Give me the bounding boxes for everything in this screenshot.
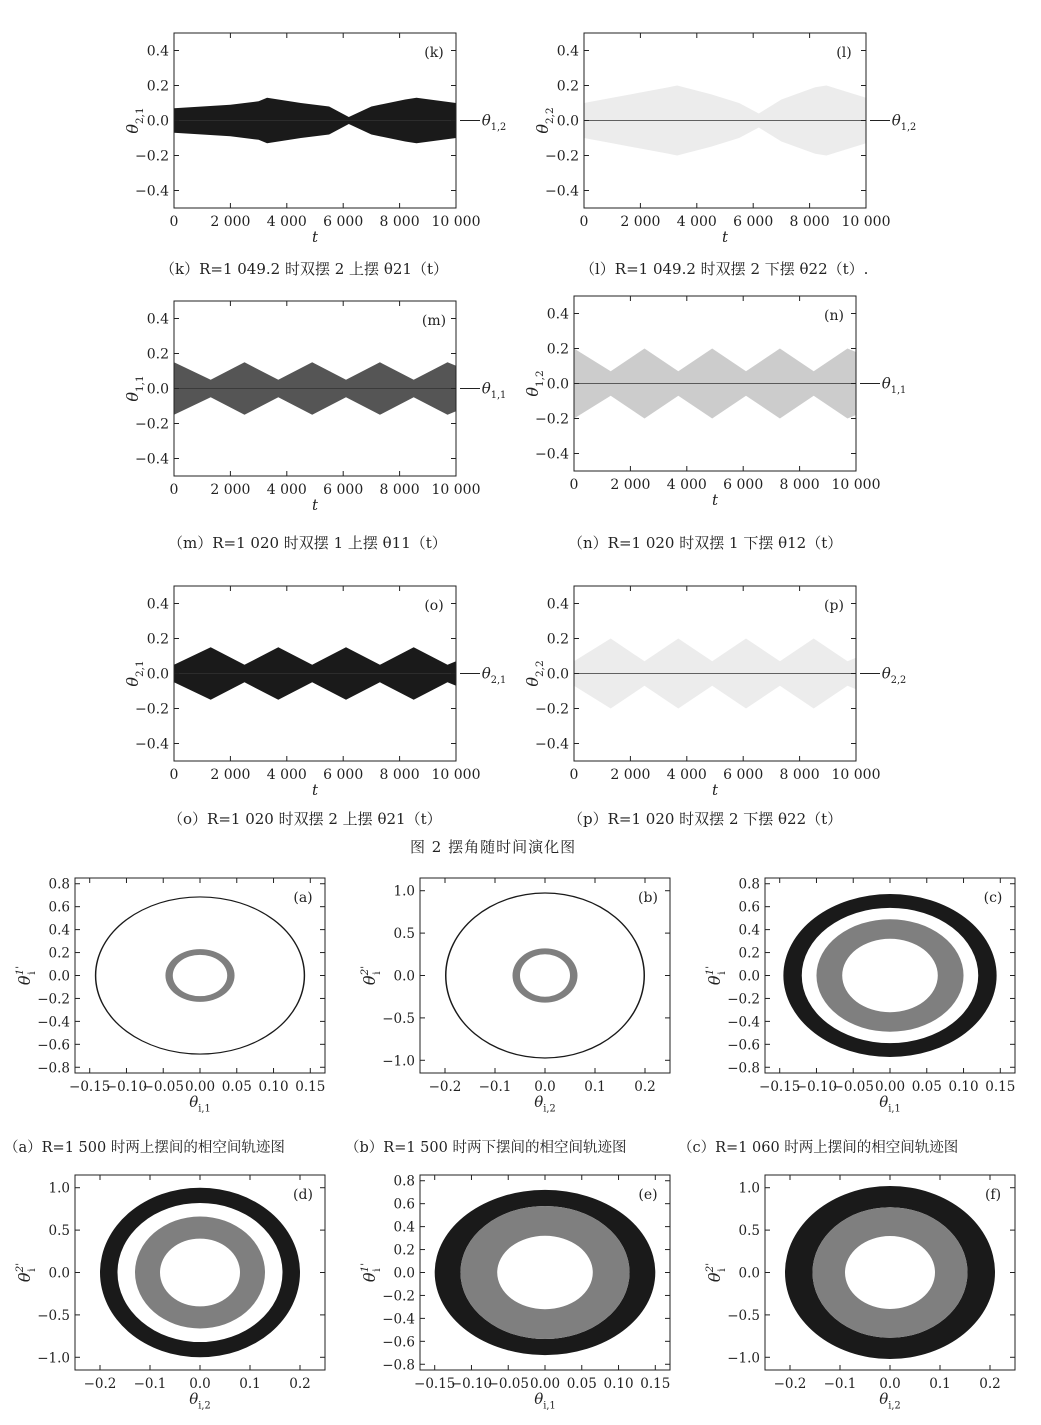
- x-tick-label: 0.05: [566, 1376, 597, 1392]
- phase-panel-a: [0, 868, 340, 1128]
- x-tick-label: 8 000: [789, 214, 830, 230]
- y-tick-label: 0.0: [738, 968, 760, 985]
- legend-label: $\theta_{1,1}$: [481, 379, 507, 401]
- x-tick-label: 0.1: [584, 1079, 606, 1095]
- panel-letter: (o): [424, 598, 444, 614]
- y-axis-label: $\theta^{2'}i$: [358, 965, 383, 986]
- x-axis-label: t: [311, 781, 319, 799]
- x-tick-label: 0: [169, 214, 179, 230]
- x-tick-label: 0.1: [239, 1376, 261, 1392]
- x-tick-label: 4 000: [266, 767, 307, 783]
- trajectory-ring: [135, 1217, 265, 1329]
- trajectory-ring: [813, 1207, 968, 1338]
- y-tick-label: 0.8: [48, 876, 70, 893]
- y-tick-label: −0.2: [135, 148, 169, 165]
- y-tick-label: −0.8: [727, 1060, 760, 1077]
- x-tick-label: −0.10: [450, 1376, 493, 1392]
- panel-letter: (n): [824, 308, 844, 324]
- y-axis-label: $\theta^{1'}i$: [703, 965, 728, 986]
- y-tick-label: −1.0: [727, 1350, 760, 1367]
- x-tick-label: −0.1: [133, 1376, 167, 1392]
- y-tick-label: 0.2: [556, 78, 579, 95]
- y-tick-label: −0.8: [37, 1060, 70, 1077]
- x-tick-label: 2 000: [210, 482, 251, 498]
- x-tick-label: 10 000: [841, 214, 891, 230]
- y-tick-label: 0.4: [146, 43, 169, 60]
- y-tick-label: 0.0: [146, 113, 169, 130]
- y-axis-label: $\theta_{2,2}$: [523, 660, 546, 687]
- legend-label: $\theta_{1,2}$: [891, 111, 917, 133]
- y-tick-label: 0.0: [146, 381, 169, 398]
- y-tick-label: 0.0: [48, 968, 70, 985]
- y-tick-label: 0.6: [393, 1196, 415, 1213]
- panel-letter: (b): [638, 890, 658, 906]
- y-tick-label: 0.5: [48, 1223, 70, 1240]
- y-tick-label: 0.4: [546, 306, 569, 323]
- time-panel-k: [110, 25, 530, 250]
- x-tick-label: 2 000: [210, 767, 251, 783]
- y-tick-label: 0.4: [146, 311, 169, 328]
- caption-m: （m）R=1 020 时双摆 1 上摆 θ11（t）: [168, 534, 447, 552]
- x-tick-label: −0.2: [428, 1079, 462, 1095]
- x-tick-label: 0: [579, 214, 589, 230]
- caption-c: （c）R=1 060 时两上摆间的相空间轨迹图: [678, 1140, 959, 1156]
- y-tick-label: −1.0: [382, 1053, 415, 1070]
- y-tick-label: −0.4: [727, 1014, 760, 1031]
- y-tick-label: 0.6: [48, 899, 70, 916]
- legend-label: $\theta_{2,2}$: [881, 664, 907, 686]
- y-tick-label: 0.2: [546, 341, 569, 358]
- panel-letter: (l): [836, 45, 852, 61]
- y-tick-label: −0.6: [382, 1334, 415, 1351]
- legend-label: $\theta_{2,1}$: [481, 664, 507, 686]
- x-tick-label: 0.15: [295, 1079, 326, 1095]
- x-tick-label: −0.05: [832, 1079, 874, 1095]
- y-tick-label: 0.2: [146, 346, 169, 363]
- x-tick-label: 0: [169, 767, 179, 783]
- x-tick-label: −0.05: [142, 1079, 184, 1095]
- x-tick-label: 10 000: [831, 477, 881, 493]
- panel-letter: (d): [293, 1187, 313, 1203]
- x-tick-label: 0.0: [189, 1376, 211, 1392]
- x-tick-label: 6 000: [323, 214, 364, 230]
- time-panel-p: [510, 578, 930, 803]
- x-tick-label: 0.15: [640, 1376, 671, 1392]
- phase-panel-e: [345, 1165, 685, 1425]
- x-tick-label: 10 000: [431, 482, 481, 498]
- x-tick-label: −0.15: [69, 1079, 111, 1095]
- x-tick-label: 2 000: [610, 767, 651, 783]
- y-axis-label: $\theta_{1,2}$: [523, 370, 546, 397]
- trajectory-ring: [783, 894, 996, 1057]
- x-tick-label: 0.10: [603, 1376, 634, 1392]
- y-tick-label: −0.4: [37, 1014, 70, 1031]
- y-axis-label: $\theta^{2'}i$: [703, 1262, 728, 1283]
- y-tick-label: 0.2: [146, 631, 169, 648]
- x-tick-label: 6 000: [323, 767, 364, 783]
- y-tick-label: 0.4: [556, 43, 579, 60]
- y-tick-label: 1.0: [393, 883, 415, 900]
- caption-a: （a）R=1 500 时两上摆间的相空间轨迹图: [4, 1140, 285, 1156]
- trajectory-ring: [816, 919, 963, 1031]
- trajectory-ring: [460, 1206, 629, 1339]
- x-tick-label: −0.10: [795, 1079, 838, 1095]
- y-tick-label: 0.0: [546, 376, 569, 393]
- trajectory-ring: [100, 1188, 300, 1358]
- x-tick-label: 2 000: [610, 477, 651, 493]
- panel-letter: (f): [984, 1187, 1002, 1203]
- plot-frame: [75, 878, 325, 1073]
- panel-letter: (e): [638, 1187, 658, 1203]
- y-tick-label: 0.4: [393, 1219, 415, 1236]
- x-tick-label: 8 000: [779, 767, 820, 783]
- y-tick-label: 0.4: [48, 922, 70, 939]
- x-tick-label: 6 000: [723, 477, 764, 493]
- x-tick-label: 4 000: [676, 214, 717, 230]
- phase-panel-f: [690, 1165, 1030, 1425]
- y-tick-label: −0.5: [727, 1307, 760, 1324]
- caption-p: （p）R=1 020 时双摆 2 下摆 θ22（t）: [568, 810, 843, 828]
- y-tick-label: 0.8: [738, 876, 760, 893]
- x-axis-label: $\theta_{i,1}$: [534, 1390, 556, 1412]
- x-tick-label: 0.00: [529, 1376, 561, 1392]
- y-tick-label: 1.0: [48, 1180, 70, 1197]
- caption-o: （o）R=1 020 时双摆 2 上摆 θ21（t）: [168, 810, 442, 828]
- y-tick-label: −0.4: [382, 1311, 415, 1328]
- y-tick-label: −0.4: [135, 736, 169, 753]
- phase-panel-b: [345, 868, 685, 1128]
- y-tick-label: 0.2: [738, 945, 760, 962]
- figure-title: 图 2 摆角随时间演化图: [410, 838, 577, 856]
- x-tick-label: 8 000: [379, 482, 420, 498]
- x-tick-label: 8 000: [779, 477, 820, 493]
- x-tick-label: 4 000: [666, 477, 707, 493]
- x-tick-label: 0.10: [258, 1079, 289, 1095]
- x-axis-label: $\theta_{i,2}$: [879, 1390, 901, 1412]
- time-panel-n: [510, 288, 930, 513]
- x-tick-label: 0.0: [534, 1079, 556, 1095]
- y-tick-label: −0.4: [535, 736, 569, 753]
- time-panel-l: [520, 25, 940, 250]
- y-axis-label: $\theta_{2,2}$: [533, 107, 556, 134]
- x-axis-label: t: [721, 228, 729, 246]
- x-tick-label: 6 000: [723, 767, 764, 783]
- x-tick-label: −0.2: [83, 1376, 117, 1392]
- plot-frame: [420, 878, 670, 1073]
- y-tick-label: −0.2: [37, 991, 70, 1008]
- y-axis-label: $\theta_{1,1}$: [123, 375, 146, 402]
- y-tick-label: 0.0: [393, 1265, 415, 1282]
- x-tick-label: 0.00: [874, 1079, 906, 1095]
- y-tick-label: 0.8: [393, 1173, 415, 1190]
- y-tick-label: 1.0: [738, 1180, 760, 1197]
- x-tick-label: 10 000: [831, 767, 881, 783]
- x-tick-label: 0.1: [929, 1376, 951, 1392]
- x-tick-label: 0: [169, 482, 179, 498]
- x-axis-label: t: [311, 228, 319, 246]
- time-panel-m: [110, 293, 530, 518]
- y-tick-label: −0.4: [135, 451, 169, 468]
- y-tick-label: 0.0: [738, 1265, 760, 1282]
- x-tick-label: 0.10: [948, 1079, 979, 1095]
- y-tick-label: 0.2: [146, 78, 169, 95]
- y-tick-label: −0.6: [727, 1037, 760, 1054]
- caption-b: （b）R=1 500 时两下摆间的相空间轨迹图: [345, 1140, 627, 1156]
- trajectory-ring: [95, 896, 305, 1054]
- x-axis-label: $\theta_{i,1}$: [189, 1093, 211, 1115]
- y-tick-label: 0.0: [48, 1265, 70, 1282]
- phase-panel-d: [0, 1165, 340, 1425]
- legend-label: $\theta_{1,2}$: [481, 111, 507, 133]
- y-tick-label: −1.0: [37, 1350, 70, 1367]
- x-tick-label: 0.2: [289, 1376, 311, 1392]
- x-tick-label: 8 000: [379, 214, 420, 230]
- x-tick-label: 0.00: [184, 1079, 216, 1095]
- y-tick-label: 0.0: [556, 113, 579, 130]
- y-tick-label: −0.4: [535, 446, 569, 463]
- y-tick-label: −0.6: [37, 1037, 70, 1054]
- trajectory-ring: [445, 892, 645, 1058]
- y-tick-label: −0.4: [545, 183, 579, 200]
- y-tick-label: 0.6: [738, 899, 760, 916]
- x-axis-label: t: [711, 781, 719, 799]
- y-tick-label: −0.5: [382, 1010, 415, 1027]
- y-tick-label: −0.4: [135, 183, 169, 200]
- y-tick-label: −0.2: [382, 1288, 415, 1305]
- x-tick-label: −0.1: [823, 1376, 857, 1392]
- x-tick-label: 0: [569, 477, 579, 493]
- x-axis-label: $\theta_{i,1}$: [879, 1093, 901, 1115]
- y-axis-label: $\theta^{2'}i$: [13, 1262, 38, 1283]
- x-axis-label: t: [311, 496, 319, 514]
- y-tick-label: −0.2: [535, 411, 569, 428]
- caption-l: （l）R=1 049.2 时双摆 2 下摆 θ22（t）.: [580, 260, 869, 278]
- x-tick-label: −0.2: [773, 1376, 807, 1392]
- x-tick-label: 10 000: [431, 214, 481, 230]
- y-tick-label: 0.0: [546, 666, 569, 683]
- phase-panel-c: [690, 868, 1030, 1128]
- y-axis-label: $\theta_{2,1}$: [123, 107, 146, 134]
- x-tick-label: 0.05: [221, 1079, 252, 1095]
- panel-letter: (p): [824, 598, 844, 614]
- x-tick-label: 0.2: [634, 1079, 656, 1095]
- trajectory-ring: [165, 949, 234, 1002]
- y-axis-label: $\theta^{1'}i$: [13, 965, 38, 986]
- x-tick-label: −0.10: [105, 1079, 148, 1095]
- x-tick-label: 2 000: [210, 214, 251, 230]
- y-tick-label: 0.2: [393, 1242, 415, 1259]
- x-tick-label: −0.15: [759, 1079, 801, 1095]
- y-tick-label: 0.4: [146, 596, 169, 613]
- x-tick-label: −0.1: [478, 1079, 512, 1095]
- y-tick-label: 0.2: [48, 945, 70, 962]
- panel-letter: (m): [421, 313, 447, 329]
- x-tick-label: 0.0: [879, 1376, 901, 1392]
- x-tick-label: 6 000: [323, 482, 364, 498]
- x-tick-label: 0.2: [979, 1376, 1001, 1392]
- x-tick-label: 6 000: [733, 214, 774, 230]
- y-tick-label: 0.5: [393, 926, 415, 943]
- y-tick-label: −0.2: [727, 991, 760, 1008]
- x-tick-label: 0.05: [911, 1079, 942, 1095]
- time-panel-o: [110, 578, 530, 803]
- panel-letter: (c): [983, 890, 1003, 906]
- panel-letter: (k): [424, 45, 444, 61]
- x-tick-label: 8 000: [379, 767, 420, 783]
- x-tick-label: 2 000: [620, 214, 661, 230]
- y-tick-label: 0.0: [146, 666, 169, 683]
- x-tick-label: −0.15: [414, 1376, 456, 1392]
- y-tick-label: −0.2: [535, 701, 569, 718]
- y-axis-label: $\theta^{1'}i$: [358, 1262, 383, 1283]
- y-tick-label: 0.5: [738, 1223, 760, 1240]
- legend-label: $\theta_{1,1}$: [881, 374, 907, 396]
- x-tick-label: 4 000: [666, 767, 707, 783]
- y-axis-label: $\theta_{2,1}$: [123, 660, 146, 687]
- trajectory-ring: [513, 948, 578, 1002]
- x-tick-label: 0.15: [985, 1079, 1016, 1095]
- y-tick-label: −0.5: [37, 1307, 70, 1324]
- y-tick-label: −0.2: [135, 701, 169, 718]
- y-tick-label: −0.2: [135, 416, 169, 433]
- y-tick-label: 0.0: [393, 968, 415, 985]
- x-axis-label: $\theta_{i,2}$: [189, 1390, 211, 1412]
- caption-k: （k）R=1 049.2 时双摆 2 上摆 θ21（t）: [160, 260, 448, 278]
- x-tick-label: −0.05: [487, 1376, 529, 1392]
- x-tick-label: 0: [569, 767, 579, 783]
- y-tick-label: −0.2: [545, 148, 579, 165]
- y-tick-label: 0.2: [546, 631, 569, 648]
- x-tick-label: 10 000: [431, 767, 481, 783]
- y-tick-label: 0.4: [738, 922, 760, 939]
- x-axis-label: t: [711, 491, 719, 509]
- y-tick-label: 0.4: [546, 596, 569, 613]
- panel-letter: (a): [293, 890, 313, 906]
- x-tick-label: 4 000: [266, 214, 307, 230]
- caption-n: （n）R=1 020 时双摆 1 下摆 θ12（t）: [568, 534, 843, 552]
- y-tick-label: −0.8: [382, 1357, 415, 1374]
- x-axis-label: $\theta_{i,2}$: [534, 1093, 556, 1115]
- x-tick-label: 4 000: [266, 482, 307, 498]
